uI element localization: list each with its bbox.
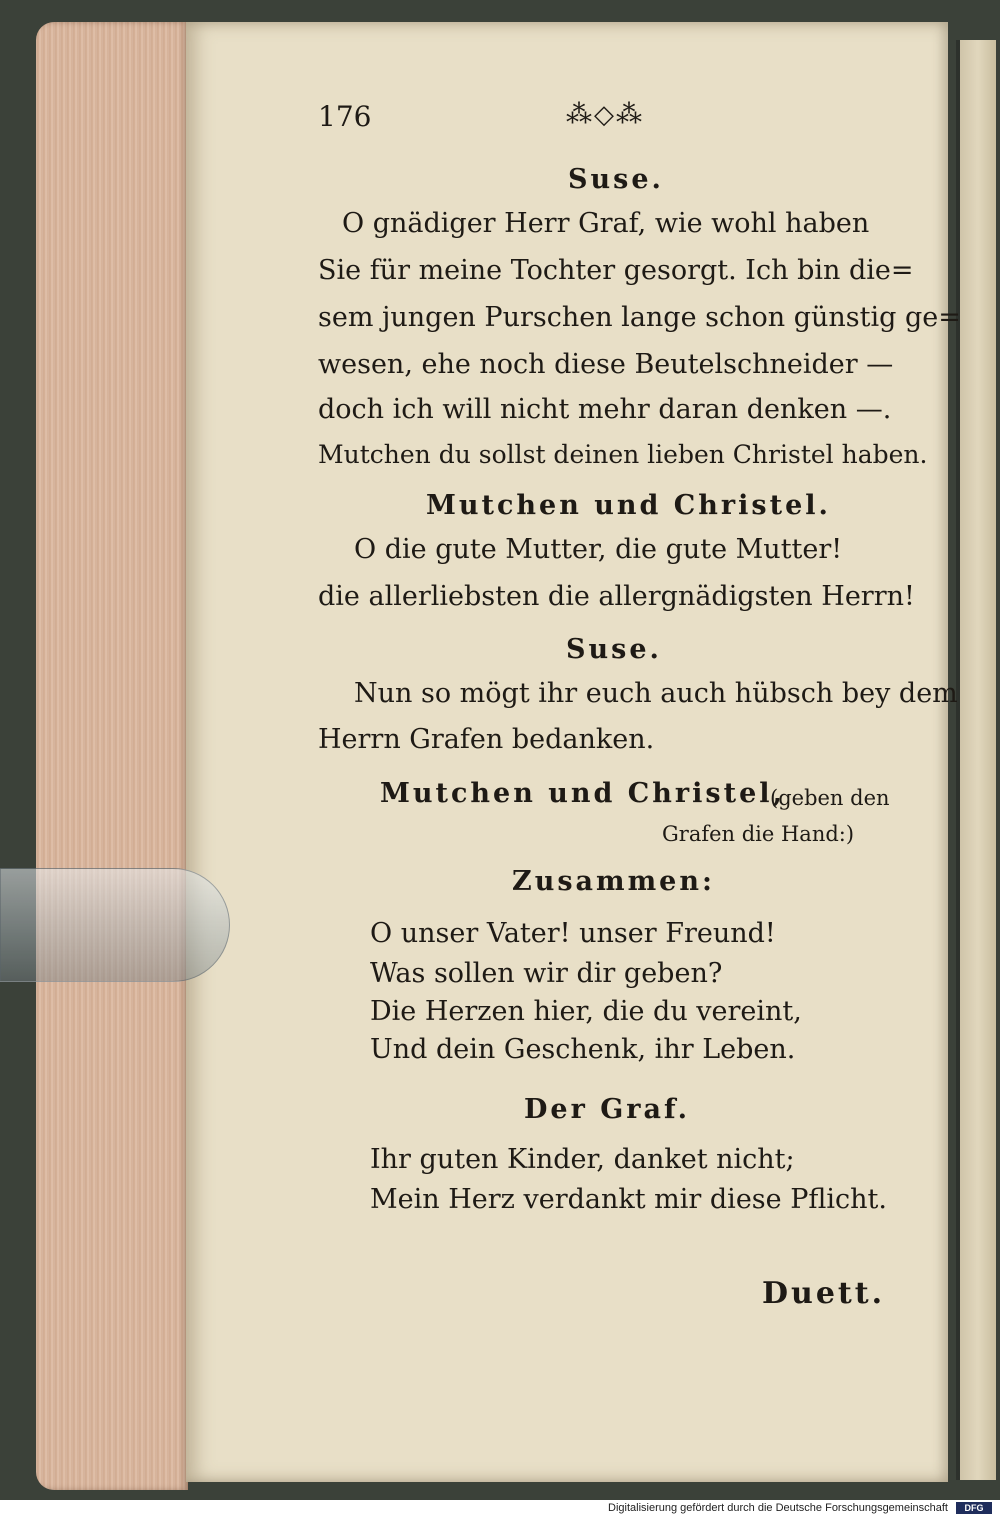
dfg-logo: DFG [956,1502,992,1514]
verse-line: Ihr guten Kinder, danket nicht; [370,1144,795,1175]
verse-line: Was sollen wir dir geben? [370,958,723,989]
verse-line: Die Herzen hier, die du vereint, [370,996,802,1027]
speaker-suse: Suse. [568,164,664,195]
header-ornament: ⁂◇⁂ [566,100,644,130]
verse-line: O unser Vater! unser Freund! [370,918,776,949]
text-line: O die gute Mutter, die gute Mutter! [354,534,843,565]
speaker-suse: Suse. [566,634,662,665]
verse-line: Mein Herz verdankt mir diese Pflicht. [370,1184,887,1215]
verse-line: Und dein Geschenk, ihr Leben. [370,1034,796,1065]
funding-notice: Digitalisierung gefördert durch die Deutsche Forschungsgemeinschaft [608,1502,948,1514]
text-line: die allerliebsten die allergnädigsten Herrn! [318,581,915,612]
text-line: sem jungen Purschen lange schon günstig ge= [318,302,961,333]
glass-page-clip [0,868,230,982]
speaker-mutchen-christel: Mutchen und Christel. [426,490,831,521]
stage-direction: (geben den [770,786,890,810]
speaker-graf: Der Graf. [524,1094,691,1125]
book-page-edges [36,22,188,1490]
text-line: Herrn Grafen bedanken. [318,724,655,755]
speaker-mutchen-christel: Mutchen und Christel, [380,778,785,809]
text-line: Mutchen du sollst deinen lieben Christel haben. [318,440,928,469]
text-line: O gnädiger Herr Graf, wie wohl haben [342,208,870,239]
stage-direction: Grafen die Hand:) [662,822,855,846]
text-line: doch ich will nicht mehr daran denken —. [318,394,892,425]
text-line: Sie für meine Tochter gesorgt. Ich bin die= [318,255,914,286]
page-number: 176 [318,100,372,133]
text-line: wesen, ehe noch diese Beutelschneider — [318,349,894,380]
text-line: Nun so mögt ihr euch auch hübsch bey dem [354,678,958,709]
speaker-zusammen: Zusammen: [512,866,715,897]
catchword: Duett. [762,1276,886,1311]
facing-page-edge [956,40,996,1480]
